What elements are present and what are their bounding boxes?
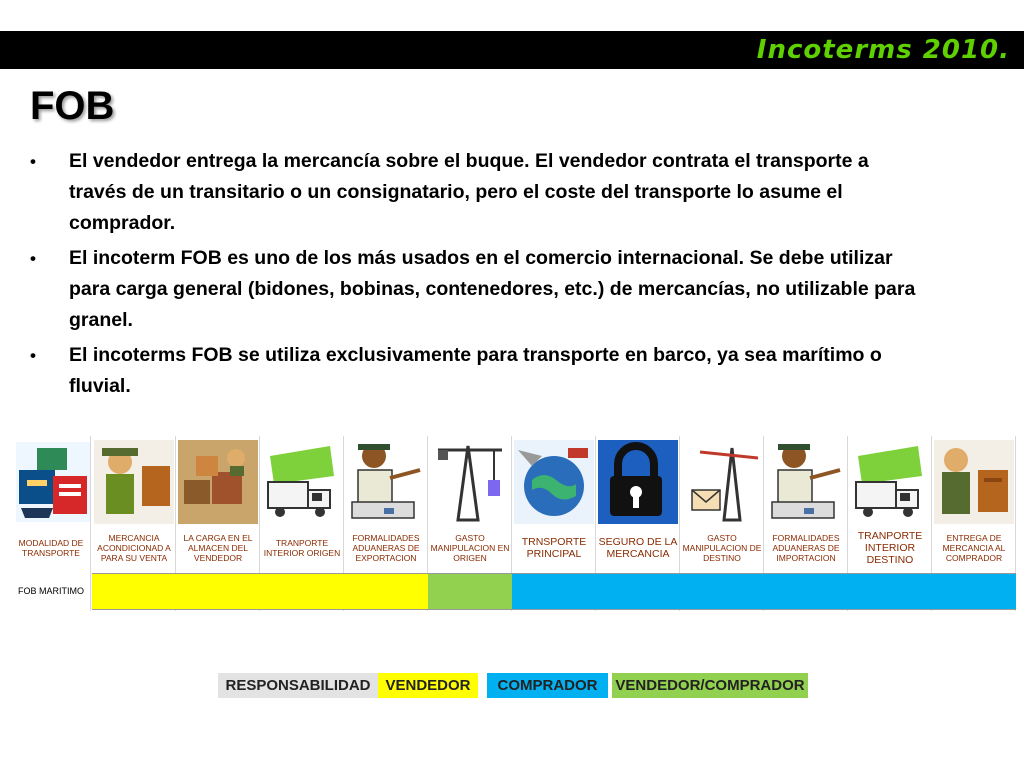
- truck-icon: [260, 436, 344, 524]
- customs-officer-icon: [344, 436, 428, 524]
- responsibility-cell: [92, 573, 176, 610]
- responsibility-cell: [764, 573, 848, 610]
- legend-vendedor-comprador-label: VENDEDOR/COMPRADOR: [615, 677, 805, 694]
- legend-vendedor-comprador: [612, 673, 808, 698]
- responsibility-cell: [848, 573, 932, 610]
- step-label: TRANPORTE INTERIOR DESTINO: [857, 530, 923, 566]
- step-label: TRNSPORTE PRINCIPAL: [521, 536, 587, 560]
- bullet-item: [30, 243, 930, 336]
- responsibility-cell: [512, 573, 596, 610]
- responsibility-cell: [344, 573, 428, 610]
- step-label: GASTO MANIPULACION EN ORIGEN: [430, 533, 510, 563]
- responsibility-cell: [176, 573, 260, 610]
- step-column: [92, 436, 176, 611]
- step-column: [344, 436, 428, 611]
- header-bar: [0, 31, 1024, 69]
- legend-comprador: [487, 673, 608, 698]
- header-column: [11, 436, 91, 611]
- bullet-item: [30, 146, 930, 239]
- column-header: MODALIDAD DE TRANSPORTE: [18, 538, 84, 558]
- step-column: [176, 436, 260, 611]
- responsibility-cell: [932, 573, 1016, 610]
- responsibility-table: [11, 436, 1014, 611]
- responsibility-cell: [428, 573, 512, 610]
- crane-envelope-icon: [680, 436, 764, 524]
- legend-vendedor-label: VENDEDOR: [385, 677, 471, 694]
- step-label: ENTREGA DE MERCANCIA AL COMPRADOR: [942, 533, 1006, 563]
- step-label: SEGURO DE LA MERCANCIA: [598, 536, 678, 560]
- bullet-text: El incoterm FOB es uno de los más usados en el comercio internacional. Se debe utilizar para carga general (bidones, bobinas, contenedores, etc.) de mercancías, no utilizable para granel.: [69, 247, 916, 331]
- legend-comprador-label: COMPRADOR: [497, 677, 598, 694]
- row-label: FOB MARITIMO: [18, 586, 84, 596]
- goods-worker-icon: [92, 436, 176, 524]
- transport-modes-icon: [11, 436, 95, 524]
- warehouse-boxes-icon: [176, 436, 260, 524]
- globe-transport-icon: [512, 436, 596, 524]
- bullet-dot-icon: •: [30, 346, 36, 365]
- step-label: GASTO MANIPULACION DE DESTINO: [682, 533, 762, 563]
- slide-title: FOB: [30, 84, 115, 128]
- bullet-item: [30, 340, 930, 402]
- step-column: [932, 436, 1016, 611]
- step-column: [260, 436, 344, 611]
- customs-officer-icon: [764, 436, 848, 524]
- brand-title: Incoterms 2010.: [756, 35, 1010, 65]
- step-label: FORMALIDADES ADUANERAS DE EXPORTACION: [352, 533, 420, 563]
- bullet-list: [30, 146, 930, 406]
- bullet-text: El incoterms FOB se utiliza exclusivamente para transporte en barco, ya sea marítimo o fluvial.: [69, 344, 882, 397]
- bullet-text: El vendedor entrega la mercancía sobre el buque. El vendedor contrata el transporte a través de un transitario o un consignatario, pero el coste del transporte lo asume el comprador.: [69, 150, 869, 234]
- responsibility-cell: [596, 573, 680, 610]
- legend-responsabilidad: [218, 673, 378, 698]
- step-label: TRANPORTE INTERIOR ORIGEN: [263, 538, 341, 558]
- delivery-worker-icon: [932, 436, 1016, 524]
- step-column: [680, 436, 764, 611]
- step-column: [764, 436, 848, 611]
- step-column: [428, 436, 512, 611]
- step-label: LA CARGA EN EL ALMACEN DEL VENDEDOR: [183, 533, 253, 563]
- bullet-dot-icon: •: [30, 249, 36, 268]
- step-column: [596, 436, 680, 611]
- legend-responsabilidad-label: RESPONSABILIDAD: [225, 677, 371, 694]
- responsibility-cell: [680, 573, 764, 610]
- truck-icon: [848, 436, 932, 524]
- step-label: FORMALIDADES ADUANERAS DE IMPORTACION: [772, 533, 840, 563]
- step-column: [512, 436, 596, 611]
- step-column: [848, 436, 932, 611]
- responsibility-cell: [260, 573, 344, 610]
- crane-icon: [428, 436, 512, 524]
- legend-vendedor: [378, 673, 478, 698]
- step-label: MERCANCIA ACONDICIONAD A PARA SU VENTA: [97, 533, 171, 563]
- padlock-icon: [596, 436, 680, 524]
- bullet-dot-icon: •: [30, 152, 36, 171]
